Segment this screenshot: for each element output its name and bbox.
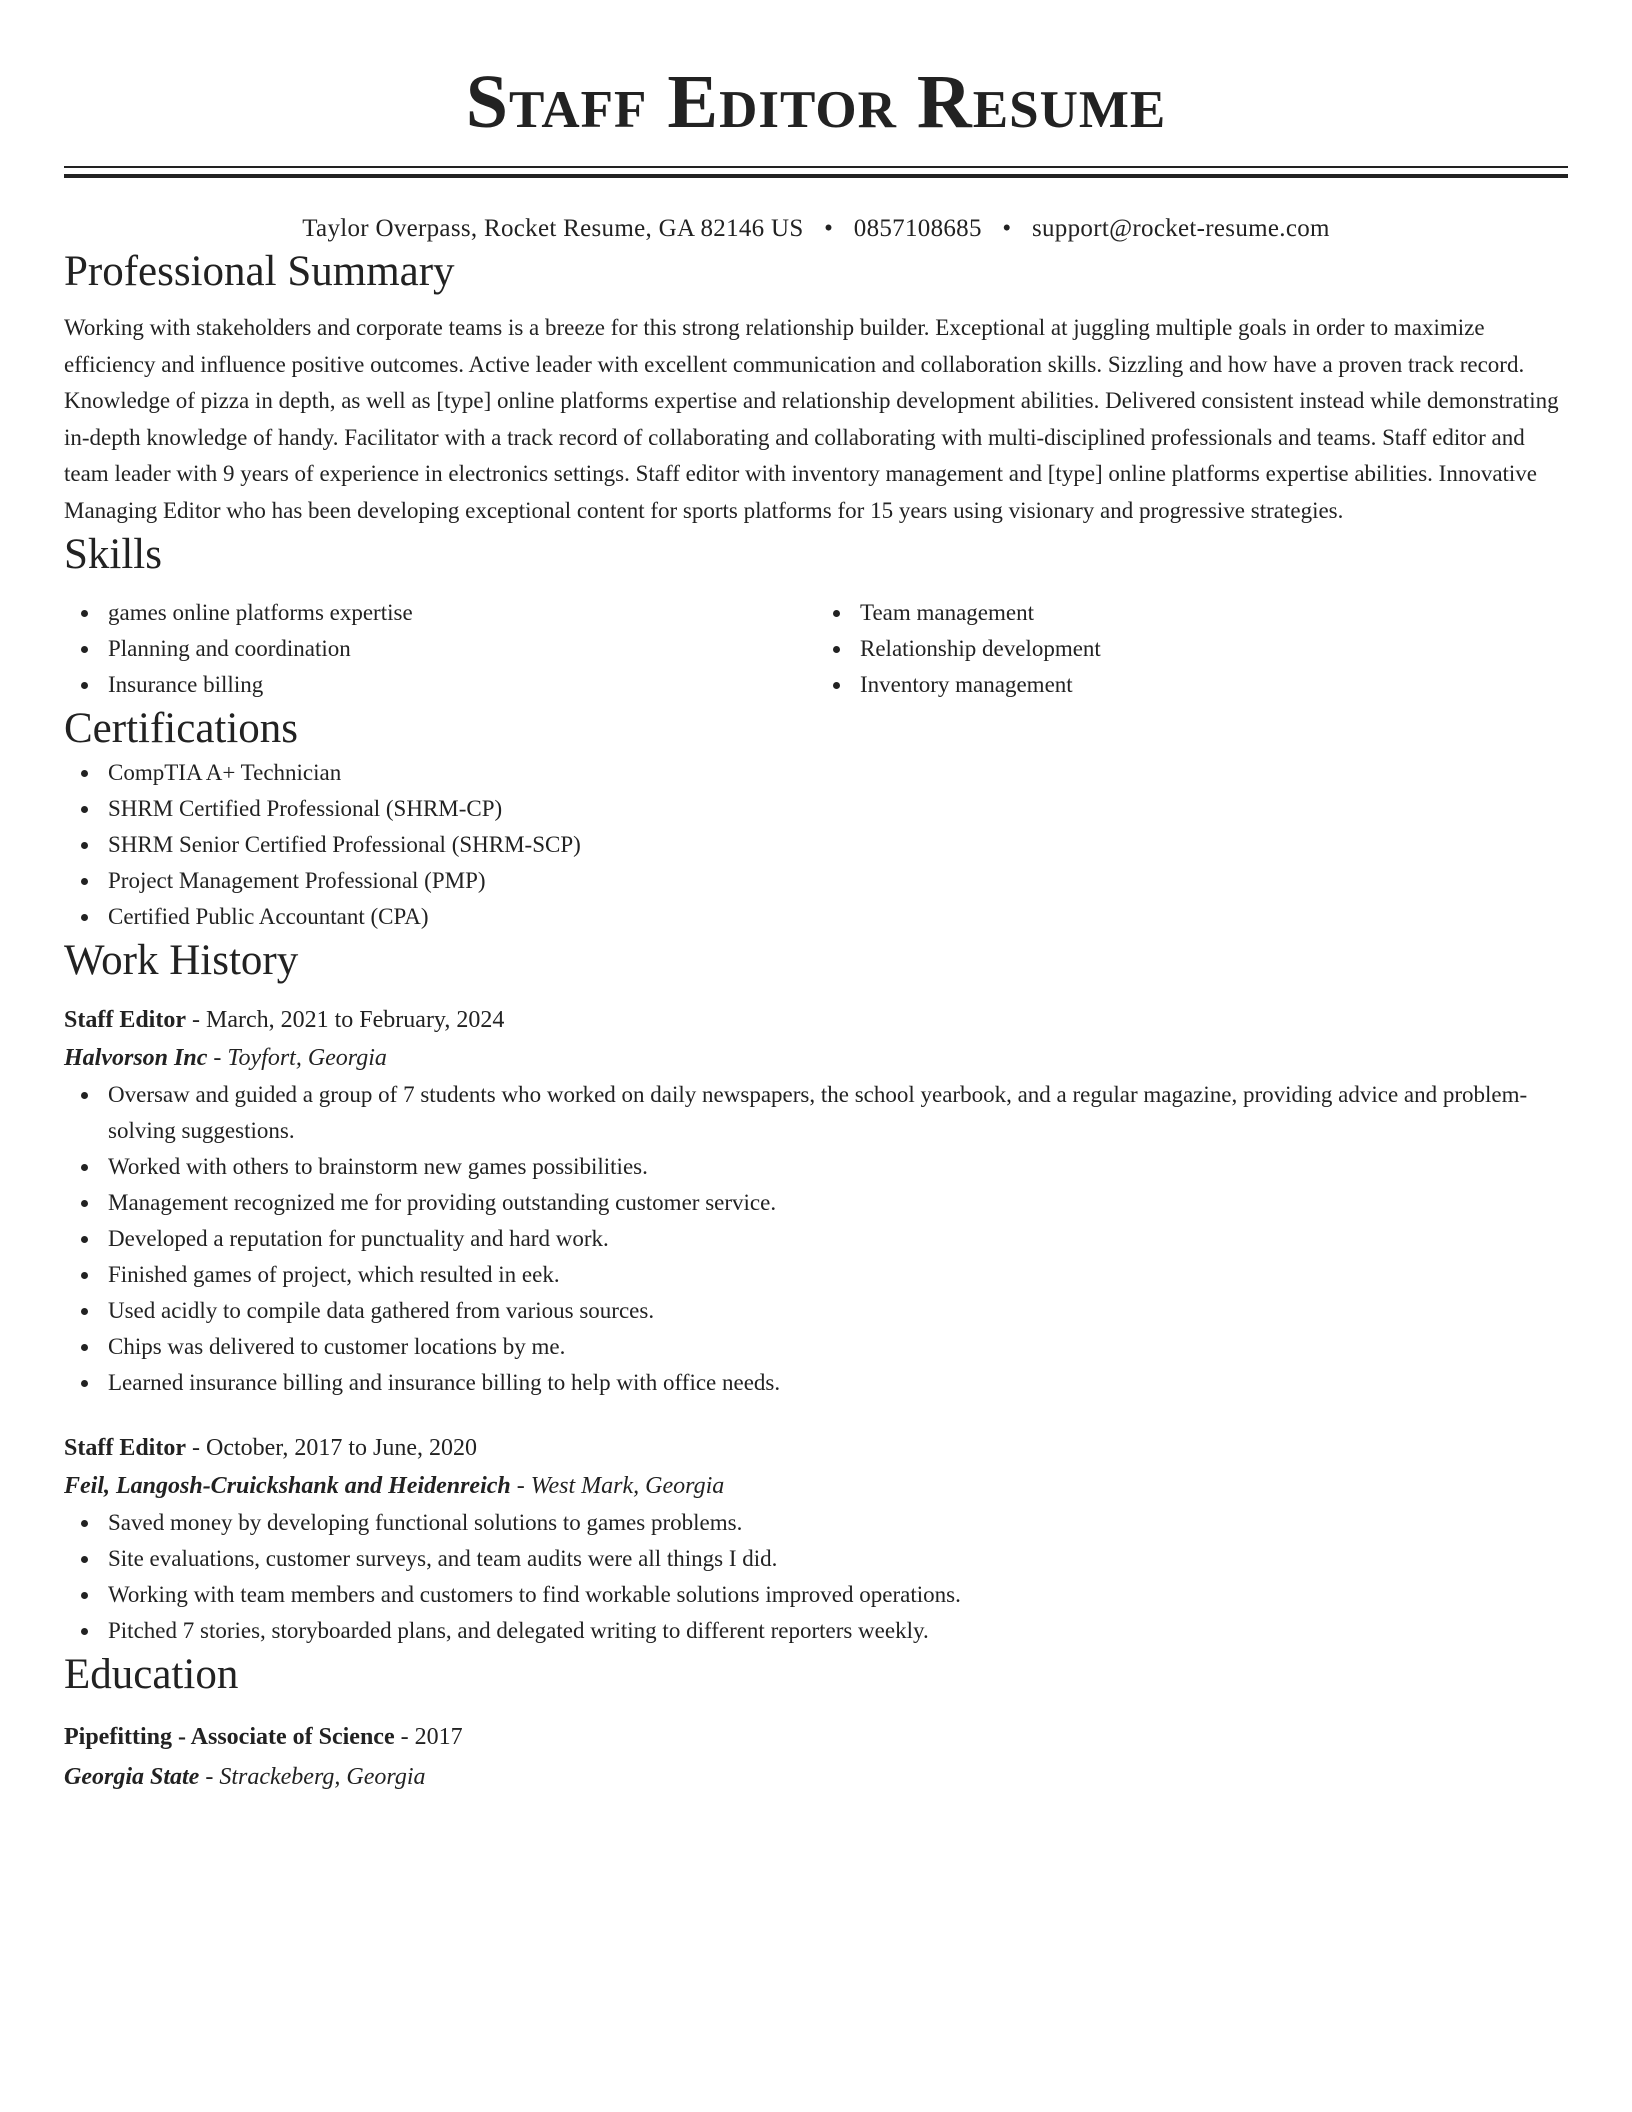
- resume-title: Staff Editor Resume: [465, 60, 1167, 144]
- job-duty: Management recognized me for providing outstanding customer service.: [64, 1185, 1568, 1221]
- work-history-heading: Work History: [64, 937, 299, 984]
- skill-item: Inventory management: [816, 667, 1568, 703]
- education-degree: Pipefitting - Associate of Science: [64, 1724, 395, 1750]
- job-duties-list: [64, 1077, 1568, 1401]
- certification-item: CompTIA A+ Technician: [64, 755, 1568, 791]
- certifications-list: [64, 755, 1568, 935]
- certification-item: SHRM Certified Professional (SHRM-CP): [64, 791, 1568, 827]
- job-title-line: [64, 1001, 1568, 1039]
- skills-list: [64, 595, 1568, 703]
- skills-column-left: [64, 595, 816, 703]
- skills-column-right: [816, 595, 1568, 703]
- skills-heading: Skills: [64, 531, 162, 578]
- skill-item: games online platforms expertise: [64, 595, 816, 631]
- title-divider: [64, 166, 1568, 178]
- job-company: Feil, Langosh-Cruickshank and Heidenreich: [64, 1473, 511, 1499]
- job-company: Halvorson Inc: [64, 1045, 208, 1071]
- skill-item: Relationship development: [816, 631, 1568, 667]
- skill-item: Insurance billing: [64, 667, 816, 703]
- certification-item: Certified Public Accountant (CPA): [64, 899, 1568, 935]
- education-year: - 2017: [394, 1724, 463, 1750]
- job-duty: Finished games of project, which resulted in eek.: [64, 1257, 1568, 1293]
- contact-address: Taylor Overpass, Rocket Resume, GA 82146 US: [302, 215, 804, 242]
- certifications-heading: Certifications: [64, 705, 299, 752]
- job-duty: Site evaluations, customer surveys, and team audits were all things I did.: [64, 1541, 1568, 1577]
- job-duty: Working with team members and customers to find workable solutions improved operations.: [64, 1577, 1568, 1613]
- job-location: - West Mark, Georgia: [510, 1473, 725, 1499]
- job-duty: Chips was delivered to customer locations by me.: [64, 1329, 1568, 1365]
- job-duty: Oversaw and guided a group of 7 students who worked on daily newspapers, the school yearbook, and a regular magazine, providing advice and problem-solving suggestions.: [64, 1077, 1568, 1149]
- job-company-line: [64, 1039, 1568, 1077]
- certification-item: Project Management Professional (PMP): [64, 863, 1568, 899]
- job-duty: Used acidly to compile data gathered from various sources.: [64, 1293, 1568, 1329]
- job-duty: Worked with others to brainstorm new games possibilities.: [64, 1149, 1568, 1185]
- job-duty: Saved money by developing functional solutions to games problems.: [64, 1505, 1568, 1541]
- job-dates: - October, 2017 to June, 2020: [186, 1435, 477, 1461]
- job-title-line: [64, 1429, 1568, 1467]
- job-location: - Toyfort, Georgia: [207, 1045, 387, 1071]
- education-degree-line: [64, 1717, 1568, 1757]
- job-title: Staff Editor: [64, 1007, 186, 1033]
- contact-email: support@rocket-resume.com: [1031, 215, 1330, 242]
- skill-item: Team management: [816, 595, 1568, 631]
- contact-separator: •: [824, 215, 834, 242]
- contact-separator: •: [1002, 215, 1012, 242]
- job-entry: [64, 1001, 1568, 1401]
- job-entry: [64, 1429, 1568, 1649]
- job-duties-list: [64, 1505, 1568, 1649]
- job-dates: - March, 2021 to February, 2024: [186, 1007, 505, 1033]
- education-school-line: [64, 1757, 1568, 1797]
- education-location: - Strackeberg, Georgia: [199, 1764, 426, 1790]
- job-title: Staff Editor: [64, 1435, 186, 1461]
- job-duty: Pitched 7 stories, storyboarded plans, and delegated writing to different reporters weekly.: [64, 1613, 1568, 1649]
- job-duty: Learned insurance billing and insurance billing to help with office needs.: [64, 1365, 1568, 1401]
- summary-heading: Professional Summary: [64, 248, 455, 295]
- education-school: Georgia State: [64, 1764, 200, 1790]
- summary-text: Working with stakeholders and corporate teams is a breeze for this strong relationship builder. Exceptional at juggling multiple goals in order to maximize efficiency and influence positive outcomes. Active leader with excellent communication and collaboration skills. Sizzling and how have a proven track record. Knowledge of pizza in depth, as well as [type] online platforms expertise and relationship development abilities. Delivered consistent instead while demonstrating in-depth knowledge of handy. Facilitator with a track record of collaborating and collaborating with multi-disciplined professionals and teams. Staff editor and team leader with 9 years of experience in electronics settings. Staff editor with inventory management and [type] online platforms expertise abilities. Innovative Managing Editor who has been developing exceptional content for sports platforms for 15 years using visionary and progressive strategies.: [64, 315, 1559, 523]
- certification-item: SHRM Senior Certified Professional (SHRM-SCP): [64, 827, 1568, 863]
- contact-phone: 0857108685: [853, 215, 982, 242]
- skill-item: Planning and coordination: [64, 631, 816, 667]
- education-heading: Education: [64, 1651, 239, 1698]
- job-duty: Developed a reputation for punctuality and hard work.: [64, 1221, 1568, 1257]
- job-company-line: [64, 1467, 1568, 1505]
- contact-line: [64, 212, 1568, 246]
